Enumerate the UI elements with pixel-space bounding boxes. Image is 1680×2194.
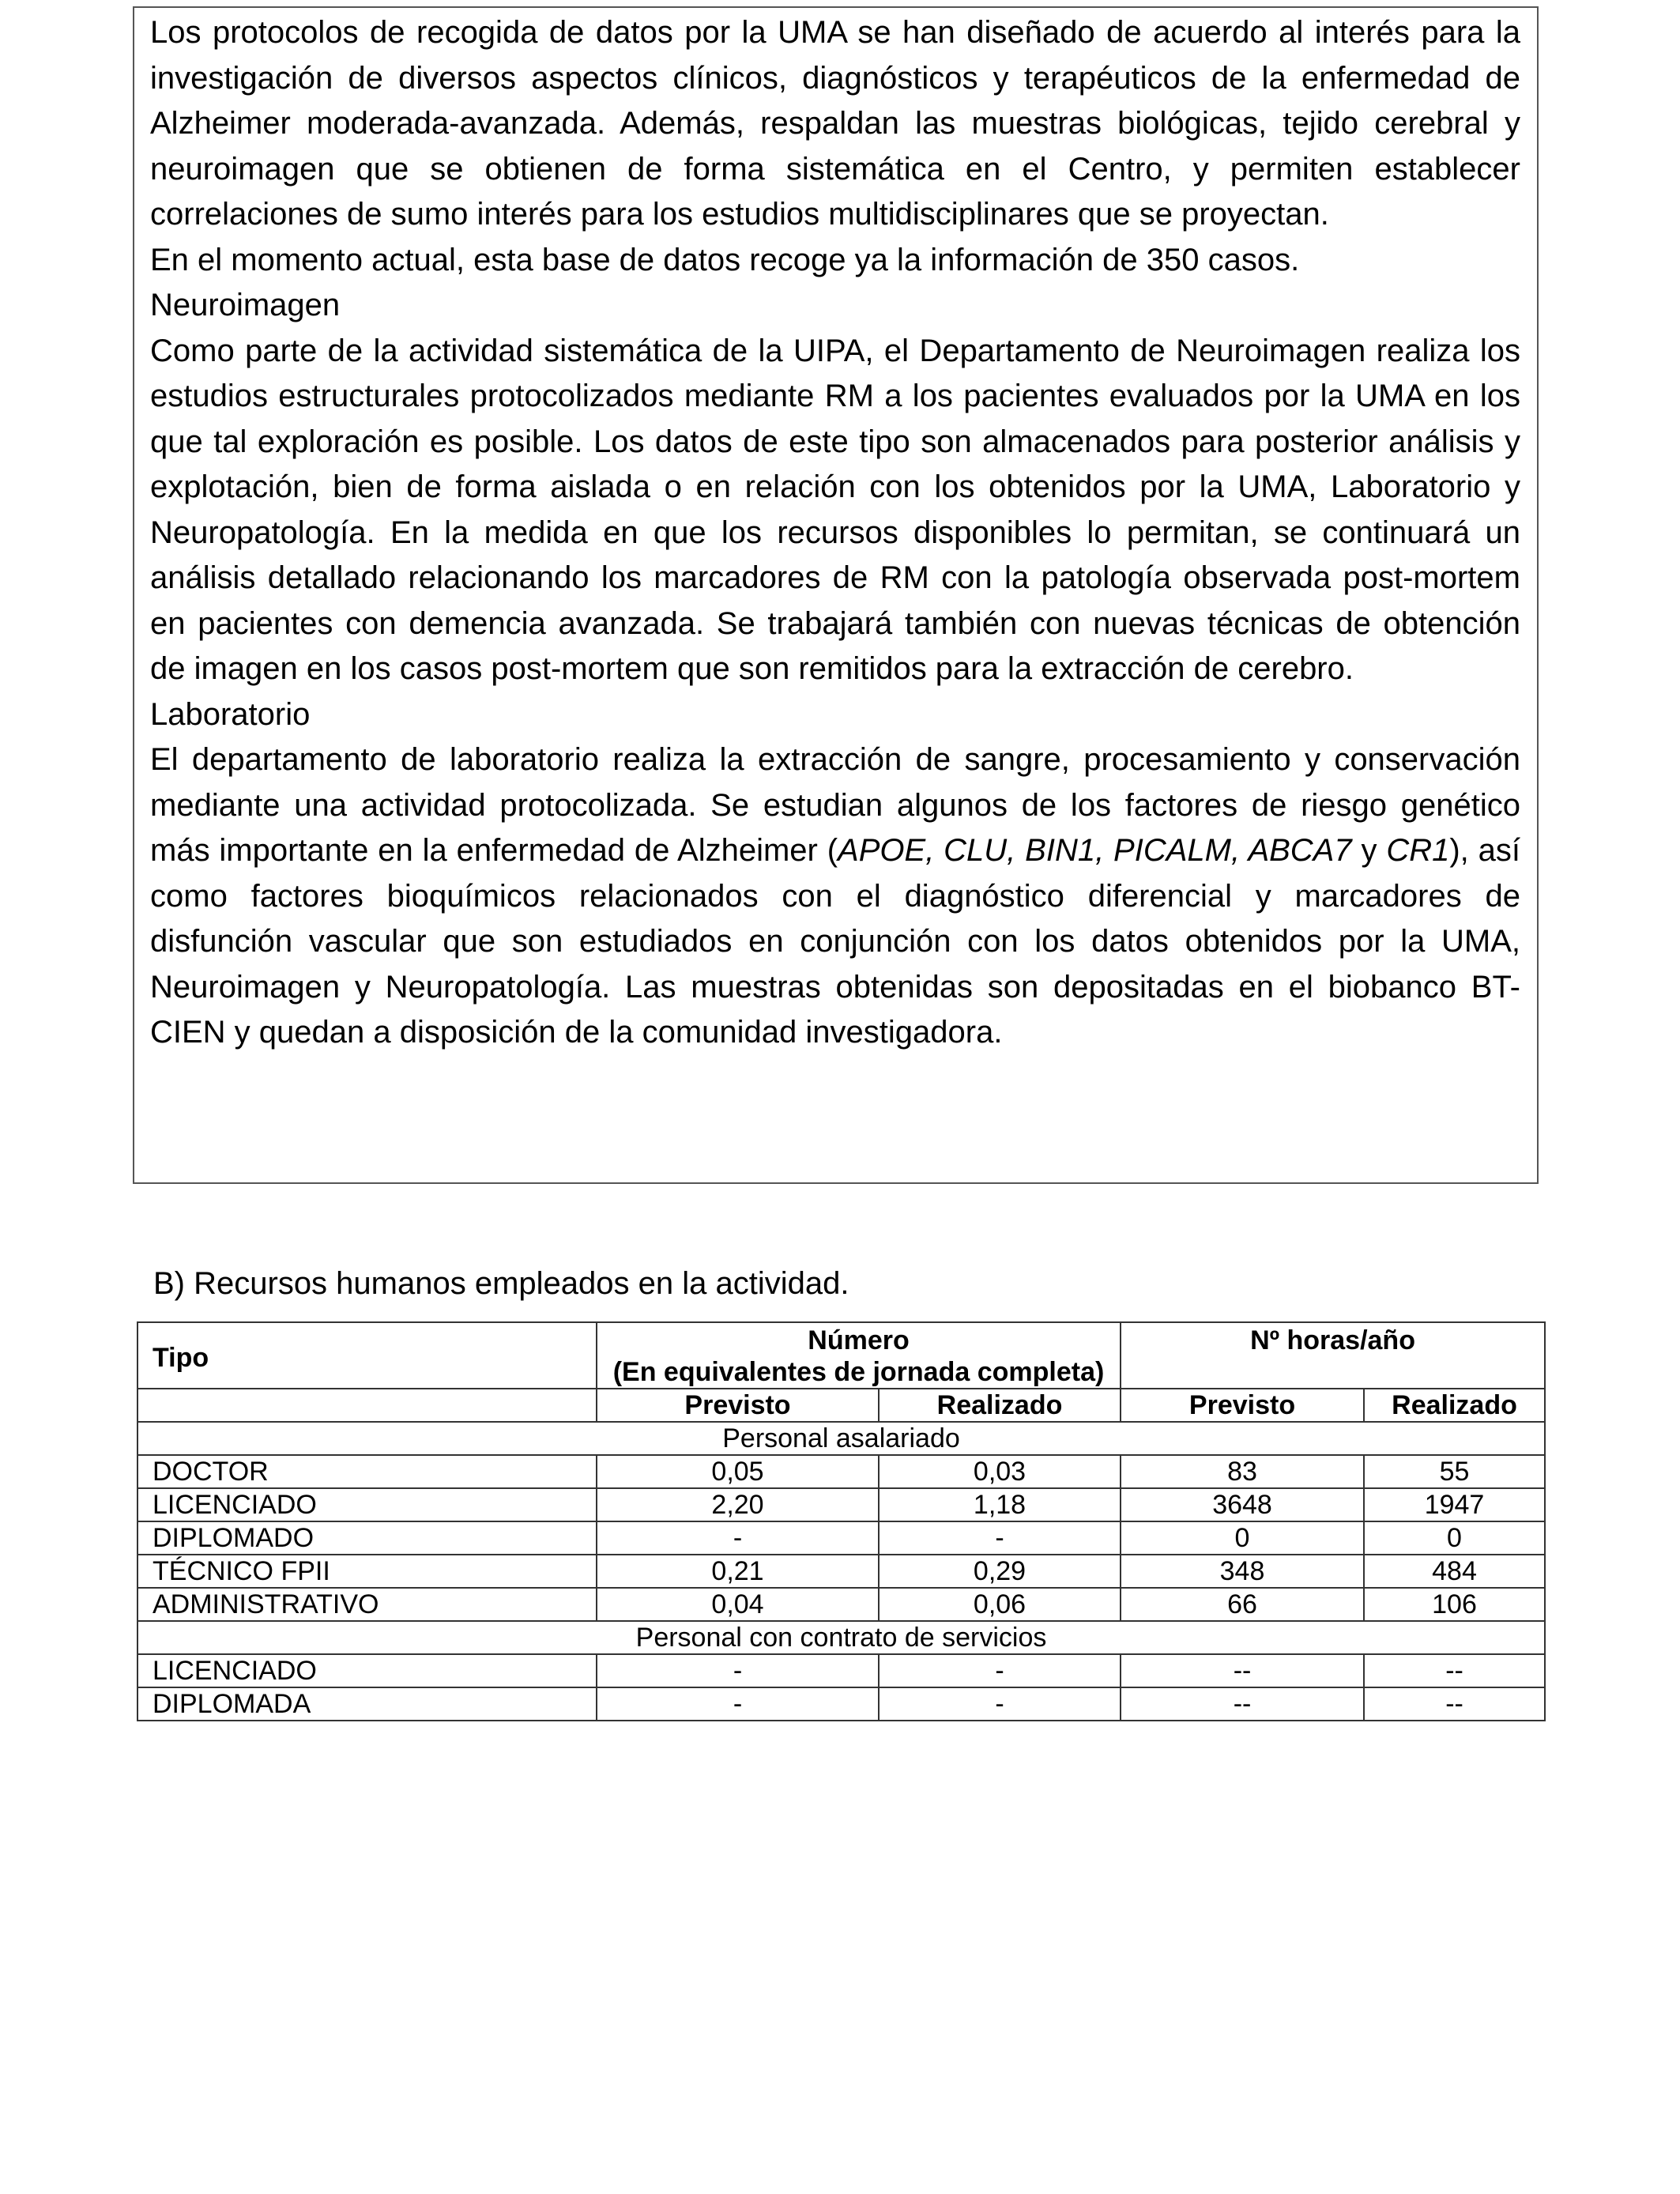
table-subheader-row [137,1389,1545,1422]
cell-horas-previsto: 0 [1121,1521,1364,1555]
header-numero-line2: (En equivalentes de jornada completa) [612,1357,1105,1387]
text-box [133,6,1539,1184]
cell-num-previsto: 2,20 [597,1488,879,1521]
cell-horas-realizado: 484 [1364,1555,1545,1588]
cell-num-previsto: - [597,1521,879,1555]
table-row [137,1488,1545,1521]
cell-num-realizado: 0,29 [879,1555,1121,1588]
cell-horas-realizado: 0 [1364,1521,1545,1555]
cell-num-realizado: - [879,1521,1121,1555]
section-b-title: B) Recursos humanos empleados en la actividad. [153,1266,849,1301]
cell-horas-realizado: -- [1364,1687,1545,1721]
cell-horas-realizado: 1947 [1364,1488,1545,1521]
cell-num-realizado: 1,18 [879,1488,1121,1521]
cell-tipo: TÉCNICO FPII [137,1555,597,1588]
cell-num-realizado: - [879,1687,1121,1721]
cell-tipo: DIPLOMADO [137,1521,597,1555]
table-row [137,1654,1545,1687]
cell-num-realizado: 0,03 [879,1455,1121,1488]
subheader-num-realizado: Realizado [879,1389,1121,1422]
cell-horas-realizado: 55 [1364,1455,1545,1488]
table-row [137,1555,1545,1588]
genes-italic-2: CR1 [1386,833,1450,868]
cell-num-previsto: 0,05 [597,1455,879,1488]
cell-tipo: LICENCIADO [137,1488,597,1521]
genes-italic-1: APOE, CLU, BIN1, PICALM, ABCA7 [838,833,1352,868]
cell-horas-previsto: 348 [1121,1555,1364,1588]
subheader-empty [137,1389,597,1422]
group-row [137,1422,1545,1455]
table-row [137,1588,1545,1621]
table-row [137,1455,1545,1488]
cell-horas-previsto: -- [1121,1687,1364,1721]
cell-num-previsto: - [597,1654,879,1687]
cell-tipo: DOCTOR [137,1455,597,1488]
paragraph-base-datos: En el momento actual, esta base de datos recoge ya la información de 350 casos. [150,242,1300,277]
cell-horas-previsto: 3648 [1121,1488,1364,1521]
cell-horas-previsto: 66 [1121,1588,1364,1621]
lab-text-y: y [1351,833,1387,868]
header-numero [597,1322,1121,1389]
paragraph-laboratorio [150,737,1520,1056]
cell-tipo: LICENCIADO [137,1654,597,1687]
cell-horas-realizado: 106 [1364,1588,1545,1621]
subheader-horas-realizado: Realizado [1364,1389,1545,1422]
lab-text-a: El departamento de laboratorio realiza la extracción de sangre, procesamiento y conservación mediante una actividad protocolizada. Se estudian algunos de los factores de riesgo genético más importante en la enfermedad de Alzheimer ( [150,742,1520,868]
cell-horas-realizado: -- [1364,1654,1545,1687]
cell-num-realizado: - [879,1654,1121,1687]
human-resources-table [137,1321,1546,1721]
cell-num-previsto: 0,21 [597,1555,879,1588]
subheader-num-previsto: Previsto [597,1389,879,1422]
header-horas: Nº horas/año [1121,1322,1545,1389]
cell-num-previsto: 0,04 [597,1588,879,1621]
paragraph-neuroimagen: Como parte de la actividad sistemática de la UIPA, el Departamento de Neuroimagen realiza los estudios estructurales protocolizados mediante RM a los pacientes evaluados por la UMA en los que tal exploración es posible. Los datos de este tipo son almacenados para posterior análisis y explotación, bien de forma aislada o en relación con los obtenidos por la UMA, Laboratorio y Neuropatología. En la medida en que los recursos disponibles lo permitan, se continuará un análisis detallado relacionando los marcadores de RM con la patología observada post-mortem en pacientes con demencia avanzada. Se trabajará también con nuevas técnicas de obtención de imagen en los casos post-mortem que son remitidos para la extracción de cerebro. [150,333,1520,686]
cell-horas-previsto: -- [1121,1654,1364,1687]
subheader-horas-previsto: Previsto [1121,1389,1364,1422]
group-personal-asalariado: Personal asalariado [137,1422,1545,1455]
cell-tipo: DIPLOMADA [137,1687,597,1721]
lab-text-b: ), así como factores bioquímicos relacionados con el diagnóstico diferencial y marcadores de disfunción vascular que son estudiados en conjunción con los datos obtenidos por la UMA, Neuroimagen y Neuropatología. Las muestras obtenidas son depositadas en el biobanco BT-CIEN y quedan a disposición de la comunidad investigadora. [150,833,1521,1050]
table-row [137,1521,1545,1555]
table-header-row [137,1322,1545,1389]
paragraph-protocolos: Los protocolos de recogida de datos por la UMA se han diseñado de acuerdo al interés para la investigación de diversos aspectos clínicos, diagnósticos y terapéuticos de la enfermedad de Alzheimer moderada-avanzada. Además, respaldan las muestras biológicas, tejido cerebral y neuroimagen que se obtienen de forma sistemática en el Centro, y permiten establecer correlaciones de sumo interés para los estudios multidisciplinares que se proyectan. [150,15,1520,232]
heading-laboratorio: Laboratorio [150,696,311,732]
cell-horas-previsto: 83 [1121,1455,1364,1488]
cell-num-previsto: - [597,1687,879,1721]
heading-neuroimagen: Neuroimagen [150,288,341,322]
header-tipo: Tipo [137,1322,597,1389]
group-personal-contrato-servicios: Personal con contrato de servicios [137,1621,1545,1654]
group-row [137,1621,1545,1654]
cell-num-realizado: 0,06 [879,1588,1121,1621]
table-row [137,1687,1545,1721]
header-numero-line1: Número [808,1325,910,1355]
cell-tipo: ADMINISTRATIVO [137,1588,597,1621]
